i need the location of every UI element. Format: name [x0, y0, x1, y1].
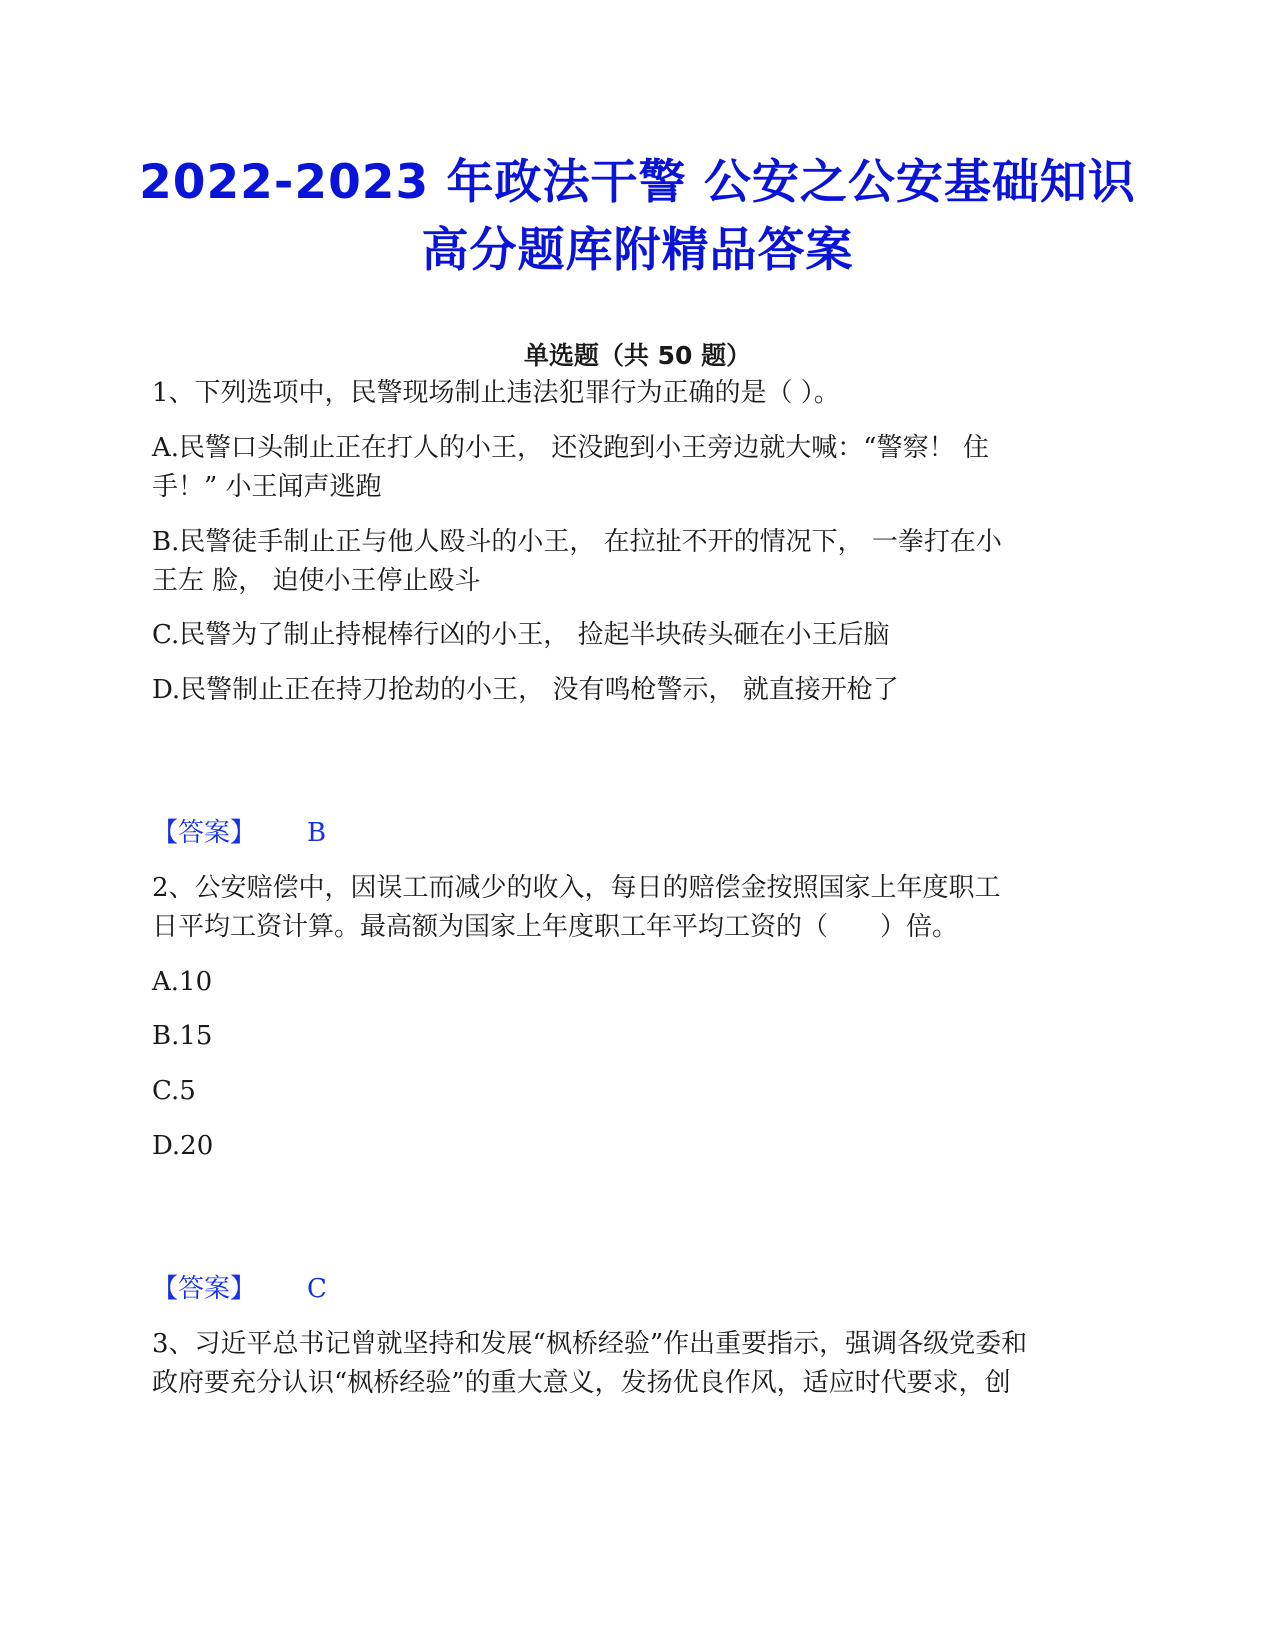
document-title-line-2: 高分题库附精品答案: [421, 223, 854, 278]
question-1-answer: [152, 815, 327, 851]
question-1-option-c: C.民警为了制止持棍棒行凶的小王， 捡起半块砖头砸在小王后脑: [152, 620, 890, 650]
question-3-stem-line-2: 政府要充分认识“枫桥经验”的重大意义，发扬优良作风，适应时代要求，创: [152, 1368, 1011, 1398]
question-1-option-b-line-2: 王左 脸， 迫使小王停止殴斗: [152, 566, 481, 596]
question-2-stem-line-2: 日平均工资计算。最高额为国家上年度职工年平均工资的（ ）倍。: [152, 912, 959, 942]
answer-value: B: [307, 818, 327, 848]
question-2-answer: [152, 1271, 327, 1307]
question-1-option-a-line-1: A.民警口头制止正在打人的小王， 还没跑到小王旁边就大喊：“警察！ 住: [152, 433, 989, 463]
answer-label: 【答案】: [152, 1274, 257, 1304]
question-1-option-a-line-2: 手！” 小王闻声逃跑: [152, 472, 382, 502]
question-1-option-b-line-1: B.民警徒手制止正与他人殴斗的小王， 在拉扯不开的情况下， 一拳打在小: [152, 527, 1002, 557]
answer-label: 【答案】: [152, 818, 257, 848]
question-2-option-a: A.10: [152, 967, 213, 997]
question-2-option-d: D.20: [152, 1131, 214, 1161]
answer-value: C: [307, 1274, 327, 1304]
question-2-option-c: C.5: [152, 1076, 196, 1106]
section-heading: 单选题（共 50 题）: [523, 341, 752, 370]
question-2-option-b: B.15: [152, 1021, 213, 1051]
question-1-stem: 1、下列选项中，民警现场制止违法犯罪行为正确的是（ ）。: [152, 378, 840, 408]
question-3-stem-line-1: 3、习近平总书记曾就坚持和发展“枫桥经验”作出重要指示，强调各级党委和: [152, 1329, 1028, 1359]
question-1-option-d: D.民警制止正在持刀抢劫的小王， 没有鸣枪警示， 就直接开枪了: [152, 675, 899, 705]
question-2-stem-line-1: 2、公安赔偿中，因误工而减少的收入，每日的赔偿金按照国家上年度职工: [152, 873, 1001, 903]
document-title-line-1: 2022-2023 年政法干警 公安之公安基础知识: [139, 155, 1136, 210]
